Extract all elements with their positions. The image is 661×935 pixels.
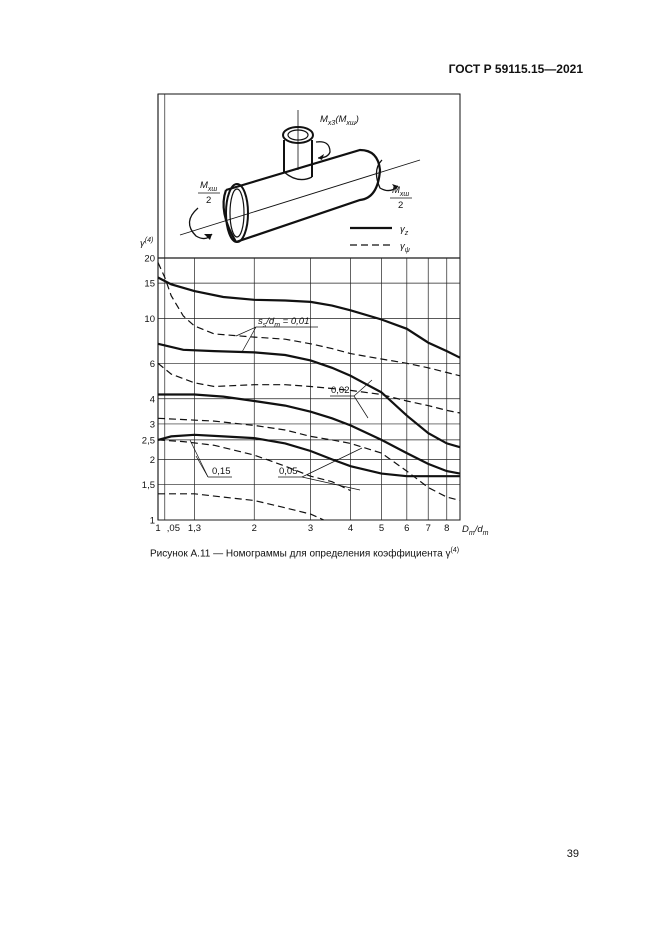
x-tick-label: ,05 bbox=[166, 523, 180, 534]
annotation-0-01: $s_s/d_m = 0,01$ bbox=[258, 316, 310, 329]
legend-label-dashed: $\gamma_\psi$ bbox=[400, 241, 410, 254]
y-tick-label: 4 bbox=[149, 394, 155, 406]
moment-right-label: $M_{xш}$ bbox=[392, 185, 410, 198]
x-tick-label: 2 bbox=[251, 523, 257, 534]
x-tick-label: 6 bbox=[404, 523, 410, 534]
y-tick-label: 1,5 bbox=[141, 480, 155, 492]
x-tick-label: 7 bbox=[425, 523, 431, 534]
y-tick-label: 15 bbox=[144, 278, 155, 290]
moment-branch-label: $M_{x3}(M_{xш})$ bbox=[320, 114, 359, 127]
annotation-0-15: 0,15 bbox=[212, 466, 231, 477]
x-tick-label: 1,3 bbox=[187, 523, 202, 534]
annotation-0-05: 0,05 bbox=[279, 466, 298, 477]
document-header: ГОСТ Р 59115.15—2021 bbox=[448, 62, 583, 76]
series-line-solid-6 bbox=[158, 435, 460, 476]
x-tick-label: 1 bbox=[155, 523, 161, 534]
x-axis-label: $D_m/d_m$ bbox=[462, 524, 489, 537]
y-axis-label: $\gamma^{(4)}$ bbox=[140, 237, 154, 249]
x-tick-label: 8 bbox=[444, 523, 450, 534]
legend-label-solid: $\gamma_z$ bbox=[400, 224, 409, 237]
series-line-solid-4 bbox=[158, 395, 460, 474]
tee-pipe-illustration bbox=[180, 110, 420, 242]
x-tick-label: 5 bbox=[378, 523, 385, 534]
moment-left-denominator: 2 bbox=[206, 195, 212, 206]
moment-left-label: $M_{xш}$ bbox=[200, 180, 218, 193]
series-line-dashed-3 bbox=[158, 363, 460, 413]
moment-right-denominator: 2 bbox=[398, 200, 404, 211]
chart-legend bbox=[350, 224, 410, 254]
series-line-dashed-7 bbox=[158, 494, 324, 520]
y-tick-label: 2 bbox=[149, 454, 155, 466]
y-tick-label: 2,5 bbox=[141, 435, 155, 447]
y-tick-label: 3 bbox=[149, 419, 155, 431]
x-tick-label: 4 bbox=[347, 523, 354, 534]
y-tick-label: 10 bbox=[144, 314, 155, 326]
y-tick-label: 6 bbox=[149, 358, 155, 370]
figure-caption: Рисунок А.11 — Номограммы для определения коэффициента $\gamma^{(4)}$ bbox=[150, 547, 460, 560]
plot-series bbox=[158, 263, 460, 521]
annotation-0-02: 0,02 bbox=[331, 385, 350, 396]
y-tick-label: 20 bbox=[144, 253, 155, 265]
page-number: 39 bbox=[566, 848, 579, 860]
y-tick-label: 1 bbox=[149, 515, 155, 527]
x-tick-label: 3 bbox=[307, 523, 314, 534]
